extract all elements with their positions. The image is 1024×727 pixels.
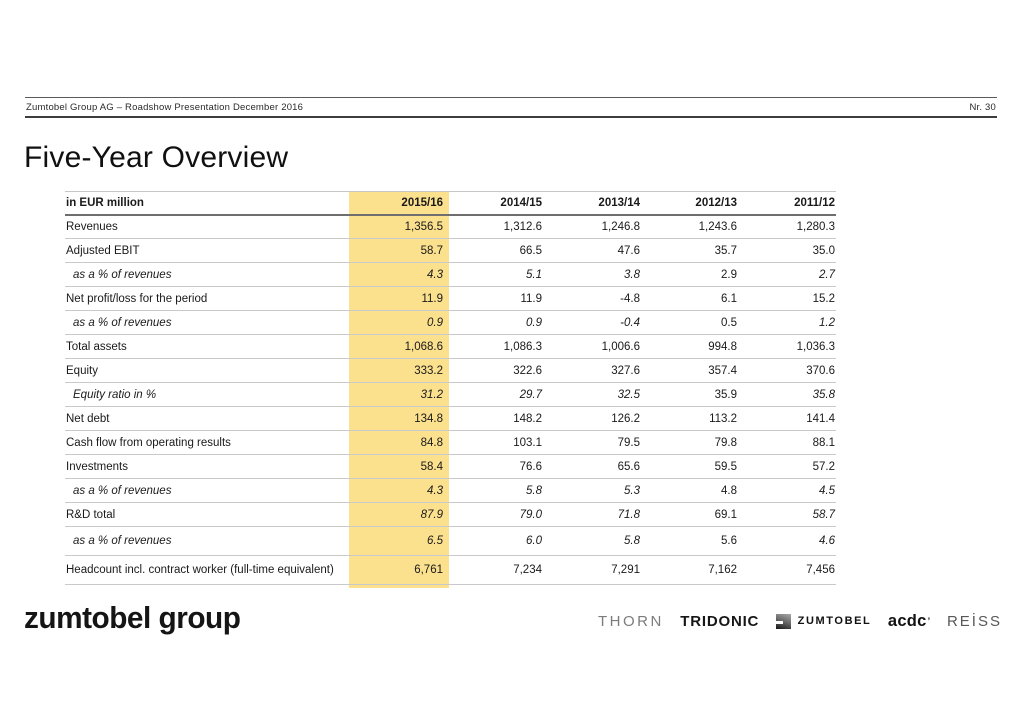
cell-2013-14: -0.4 <box>620 316 640 329</box>
cell-2014-15: 322.6 <box>513 364 542 377</box>
cell-2013-14: 1,246.8 <box>601 220 640 233</box>
zumtobel-logo-text: ZUMTOBEL <box>797 615 872 627</box>
cell-2015-16: 31.2 <box>420 388 443 401</box>
cell-2011-12: 35.0 <box>812 244 835 257</box>
cell-2015-16: 4.3 <box>427 484 443 497</box>
table-header-row <box>65 192 836 215</box>
acdc-logo: acdc ’ <box>887 611 931 630</box>
cell-2012-13: 994.8 <box>708 340 737 353</box>
row-label: Net profit/loss for the period <box>66 292 208 305</box>
page-title: Five-Year Overview <box>24 141 289 174</box>
cell-2011-12: 88.1 <box>812 436 835 449</box>
cell-2013-14: 7,291 <box>611 564 640 576</box>
cell-2015-16: 1,068.6 <box>404 340 443 353</box>
cell-2015-16: 6,761 <box>414 564 443 576</box>
thorn-logo: THORN <box>598 612 664 630</box>
cell-2014-15: 79.0 <box>519 508 542 521</box>
row-label: Equity <box>66 364 98 377</box>
cell-2011-12: 4.5 <box>819 484 835 497</box>
cell-2015-16: 333.2 <box>414 364 443 377</box>
cell-2011-12: 57.2 <box>812 460 835 473</box>
cell-2011-12: 1.2 <box>819 316 835 329</box>
column-header-2013-14: 2013/14 <box>598 196 640 209</box>
cell-2011-12: 1,036.3 <box>796 340 835 353</box>
cell-2013-14: -4.8 <box>620 292 640 305</box>
cell-2012-13: 6.1 <box>721 292 737 305</box>
table-row <box>65 311 836 335</box>
row-label: Investments <box>66 460 128 473</box>
column-header-2015-16: 2015/16 <box>401 196 443 209</box>
cell-2015-16: 11.9 <box>421 292 443 305</box>
cell-2015-16: 0.9 <box>427 316 443 329</box>
cell-2012-13: 59.5 <box>714 460 737 473</box>
unit-label: in EUR million <box>66 196 144 209</box>
brand-logo-row <box>598 608 1002 634</box>
row-label: Headcount incl. contract worker (full-time equivalent) <box>66 564 334 576</box>
table-row <box>65 239 836 263</box>
table-row <box>65 335 836 359</box>
cell-2015-16: 84.8 <box>420 436 443 449</box>
cell-2012-13: 79.8 <box>714 436 737 449</box>
cell-2015-16: 6.5 <box>427 535 443 547</box>
zumtobel-group-logo: zumtobel group <box>24 600 241 635</box>
row-label: as a % of revenues <box>73 484 172 497</box>
cell-2014-15: 0.9 <box>526 316 542 329</box>
cell-2011-12: 7,456 <box>806 564 835 576</box>
cell-2014-15: 1,086.3 <box>503 340 542 353</box>
cell-2012-13: 113.2 <box>709 412 737 425</box>
cell-2014-15: 29.7 <box>519 388 542 401</box>
cell-2012-13: 35.9 <box>714 388 737 401</box>
table-row <box>65 455 836 479</box>
cell-2015-16: 4.3 <box>427 268 443 281</box>
table-row <box>65 503 836 527</box>
cell-2012-13: 4.8 <box>721 484 737 497</box>
cell-2014-15: 148.2 <box>513 412 542 425</box>
cell-2011-12: 15.2 <box>812 292 835 305</box>
cell-2014-15: 5.1 <box>526 268 542 281</box>
cell-2011-12: 58.7 <box>812 508 835 521</box>
reiss-logo: REİSS <box>946 612 1002 630</box>
cell-2013-14: 5.8 <box>624 535 640 547</box>
row-label: as a % of revenues <box>73 316 172 329</box>
cell-2014-15: 7,234 <box>513 564 542 576</box>
row-label: Equity ratio in % <box>73 388 157 401</box>
cell-2013-14: 32.5 <box>617 388 640 401</box>
cell-2011-12: 35.8 <box>812 388 835 401</box>
cell-2013-14: 327.6 <box>611 364 640 377</box>
table-row <box>65 556 836 585</box>
row-label: Adjusted EBIT <box>66 244 140 257</box>
row-label: R&D total <box>66 508 116 521</box>
cell-2014-15: 76.6 <box>519 460 542 473</box>
cell-2011-12: 2.7 <box>819 268 835 281</box>
cell-2012-13: 69.1 <box>714 508 737 521</box>
table-row <box>65 263 836 287</box>
column-header-2011-12: 2011/12 <box>794 196 835 209</box>
zumtobel-square-icon <box>776 614 791 629</box>
cell-2013-14: 126.2 <box>611 412 640 425</box>
cell-2013-14: 3.8 <box>624 268 640 281</box>
cell-2011-12: 4.6 <box>819 535 835 547</box>
cell-2015-16: 1,356.5 <box>404 220 443 233</box>
row-label: Revenues <box>66 220 118 233</box>
cell-2013-14: 47.6 <box>617 244 640 257</box>
table-row <box>65 407 836 431</box>
cell-2015-16: 134.8 <box>414 412 443 425</box>
row-label: as a % of revenues <box>73 268 172 281</box>
cell-2012-13: 0.5 <box>721 316 737 329</box>
slide-page-number: Nr. 30 <box>969 102 996 113</box>
cell-2011-12: 141.4 <box>806 412 835 425</box>
cell-2014-15: 11.9 <box>520 292 542 305</box>
cell-2012-13: 1,243.6 <box>698 220 737 233</box>
cell-2014-15: 6.0 <box>526 535 542 547</box>
cell-2015-16: 58.7 <box>420 244 443 257</box>
cell-2012-13: 7,162 <box>708 564 737 576</box>
cell-2011-12: 1,280.3 <box>796 220 835 233</box>
cell-2011-12: 370.6 <box>806 364 835 377</box>
cell-2015-16: 58.4 <box>420 460 443 473</box>
cell-2013-14: 79.5 <box>617 436 640 449</box>
slide-meta-left: Zumtobel Group AG – Roadshow Presentation December 2016 <box>26 102 304 113</box>
cell-2013-14: 65.6 <box>617 460 640 473</box>
table-row <box>65 431 836 455</box>
cell-2013-14: 71.8 <box>617 508 640 521</box>
row-label: Total assets <box>66 340 127 353</box>
cell-2012-13: 5.6 <box>721 535 737 547</box>
table-row <box>65 287 836 311</box>
row-label: as a % of revenues <box>73 535 172 547</box>
cell-2012-13: 2.9 <box>721 268 737 281</box>
column-header-2012-13: 2012/13 <box>695 196 737 209</box>
cell-2014-15: 103.1 <box>513 436 542 449</box>
table-row <box>65 527 836 556</box>
five-year-overview-table <box>65 191 836 585</box>
zumtobel-logo <box>776 614 872 629</box>
table-row <box>65 383 836 407</box>
table-body <box>65 215 836 585</box>
tridonic-logo: TRIDONIC <box>680 612 760 630</box>
table-row <box>65 359 836 383</box>
column-header-2014-15: 2014/15 <box>500 196 542 209</box>
acdc-mark: ’ <box>927 616 931 626</box>
cell-2013-14: 1,006.6 <box>601 340 640 353</box>
table-row <box>65 479 836 503</box>
cell-2012-13: 35.7 <box>714 244 737 257</box>
table-row <box>65 215 836 239</box>
cell-2013-14: 5.3 <box>624 484 640 497</box>
cell-2014-15: 1,312.6 <box>503 220 542 233</box>
cell-2014-15: 66.5 <box>519 244 542 257</box>
cell-2012-13: 357.4 <box>708 364 737 377</box>
slide-meta-bar <box>25 97 997 118</box>
cell-2014-15: 5.8 <box>526 484 542 497</box>
cell-2015-16: 87.9 <box>420 508 443 521</box>
row-label: Cash flow from operating results <box>66 436 231 449</box>
row-label: Net debt <box>66 412 110 425</box>
